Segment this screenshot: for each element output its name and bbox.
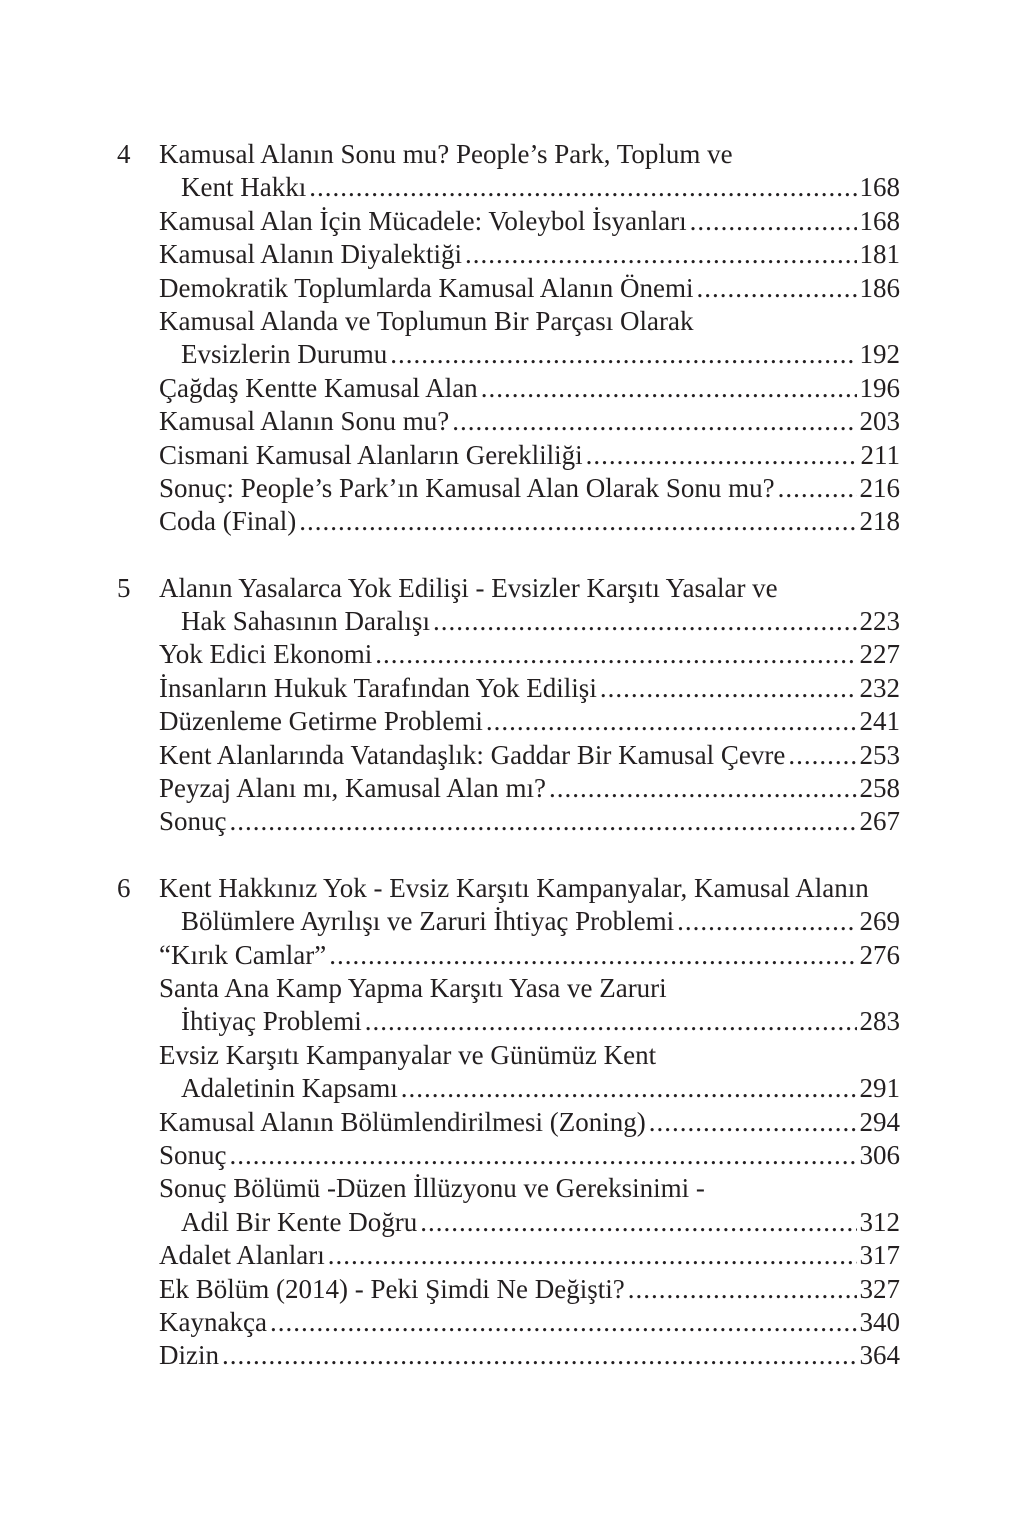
dot-leader xyxy=(365,1005,857,1038)
dot-leader xyxy=(778,472,857,505)
toc-line xyxy=(0,672,1024,705)
toc-entry xyxy=(159,705,900,738)
dot-leader xyxy=(697,272,857,305)
entry-title: Hak Sahasının Daralışı xyxy=(181,606,430,637)
toc-entry xyxy=(159,372,900,405)
entry-title: Sonuç: People’s Park’ın Kamusal Alan Olarak Sonu mu? xyxy=(159,472,775,503)
page-number: 181 xyxy=(859,239,900,270)
page-number: 203 xyxy=(859,406,900,437)
entry-title: Adaletinin Kapsamı xyxy=(181,1073,398,1104)
entry-title: Kamusal Alanın Bölümlendirilmesi (Zoning) xyxy=(159,1106,646,1137)
entry-title: Kamusal Alan İçin Mücadele: Voleybol İsyanları xyxy=(159,205,687,236)
toc-line xyxy=(0,1172,1024,1205)
toc-line xyxy=(0,572,1024,605)
page-number: 306 xyxy=(859,1139,900,1170)
toc-line xyxy=(0,739,1024,772)
toc-entry xyxy=(159,672,900,705)
entry-title: Kaynakça xyxy=(159,1306,267,1337)
page-number: 340 xyxy=(859,1306,900,1337)
dot-leader xyxy=(549,772,857,805)
chapter-block xyxy=(0,572,1024,839)
toc-entry xyxy=(159,805,900,838)
page-number: 192 xyxy=(859,339,900,370)
entry-title: Çağdaş Kentte Kamusal Alan xyxy=(159,372,478,403)
toc-line xyxy=(0,638,1024,671)
dot-leader xyxy=(299,505,856,538)
page-number: 218 xyxy=(859,506,900,537)
page-number: 364 xyxy=(859,1340,900,1371)
toc-entry xyxy=(159,472,900,505)
entry-title: Sonuç xyxy=(159,806,227,837)
toc-entry xyxy=(159,638,900,671)
dot-leader xyxy=(375,638,856,671)
toc-entry xyxy=(159,1306,900,1339)
page-number: 291 xyxy=(859,1073,900,1104)
dot-leader xyxy=(329,939,856,972)
dot-leader xyxy=(486,705,857,738)
page-number: 317 xyxy=(859,1240,900,1271)
dot-leader xyxy=(230,805,857,838)
toc-line xyxy=(0,372,1024,405)
entry-title: Sonuç xyxy=(159,1139,227,1170)
chapter-title: Kent Hakkınız Yok - Evsiz Karşıtı Kampanyalar, Kamusal Alanın xyxy=(159,872,869,903)
toc-entry xyxy=(159,1339,900,1372)
page-number: 211 xyxy=(860,439,900,470)
toc-entry xyxy=(159,1273,900,1306)
entry-title: Dizin xyxy=(159,1340,219,1371)
page-number: 312 xyxy=(859,1206,900,1237)
dot-leader xyxy=(690,205,857,238)
entry-title: Düzenleme Getirme Problemi xyxy=(159,706,483,737)
page-number: 168 xyxy=(859,205,900,236)
entry-title: İhtiyaç Problemi xyxy=(181,1006,362,1037)
toc-line xyxy=(0,138,1024,171)
toc-entry xyxy=(159,205,900,238)
entry-title: Coda (Final) xyxy=(159,506,297,537)
entry-title: Yok Edici Ekonomi xyxy=(159,639,373,670)
toc-line xyxy=(0,1072,1024,1105)
toc-line xyxy=(0,772,1024,805)
toc-line xyxy=(0,1273,1024,1306)
toc-entry xyxy=(181,338,900,371)
table-of-contents xyxy=(0,138,1024,1406)
dot-leader xyxy=(309,171,856,204)
toc-line xyxy=(0,238,1024,271)
page-number: 168 xyxy=(859,172,900,203)
page-number: 216 xyxy=(859,472,900,503)
toc-line xyxy=(0,338,1024,371)
toc-entry xyxy=(181,605,900,638)
entry-title: “Kırık Camlar” xyxy=(159,939,327,970)
dot-leader xyxy=(420,1206,856,1239)
page-number: 258 xyxy=(859,773,900,804)
toc-line xyxy=(0,905,1024,938)
dot-leader xyxy=(222,1339,857,1372)
toc-line xyxy=(0,405,1024,438)
page-number: 232 xyxy=(859,672,900,703)
page-number: 196 xyxy=(859,372,900,403)
toc-entry xyxy=(181,1072,900,1105)
toc-line xyxy=(0,1239,1024,1272)
chapter-title: Kamusal Alanın Sonu mu? People’s Park, Toplum ve xyxy=(159,139,733,169)
toc-line xyxy=(0,1039,1024,1072)
toc-entry xyxy=(159,439,900,472)
dot-leader xyxy=(270,1306,857,1339)
chapter-block xyxy=(0,138,1024,539)
dot-leader xyxy=(481,372,857,405)
toc-entry xyxy=(159,405,900,438)
toc-line xyxy=(0,705,1024,738)
dot-leader xyxy=(600,672,857,705)
toc-line xyxy=(0,305,1024,338)
entry-title: Demokratik Toplumlarda Kamusal Alanın Önemi xyxy=(159,272,694,303)
page-number: 253 xyxy=(859,739,900,770)
toc-line xyxy=(0,805,1024,838)
entry-title: Kent Hakkı xyxy=(181,172,307,203)
dot-leader xyxy=(230,1139,857,1172)
page-number: 294 xyxy=(859,1106,900,1137)
entry-title: İnsanların Hukuk Tarafından Yok Edilişi xyxy=(159,672,597,703)
entry-title: Kamusal Alanın Sonu mu? xyxy=(159,406,450,437)
dot-leader xyxy=(628,1273,857,1306)
toc-entry xyxy=(181,171,900,204)
toc-line xyxy=(0,505,1024,538)
toc-line xyxy=(0,205,1024,238)
page-number: 327 xyxy=(859,1273,900,1304)
entry-title: Kamusal Alanda ve Toplumun Bir Parçası Olarak xyxy=(159,305,694,336)
toc-entry xyxy=(159,939,900,972)
toc-entry xyxy=(159,272,900,305)
toc-line xyxy=(0,939,1024,972)
dot-leader xyxy=(465,238,857,271)
toc-entry xyxy=(159,772,900,805)
toc-line xyxy=(0,1306,1024,1339)
dot-leader xyxy=(649,1106,857,1139)
dot-leader xyxy=(401,1072,857,1105)
toc-entry xyxy=(159,238,900,271)
chapter-number: 5 xyxy=(117,572,131,603)
entry-title: Evsiz Karşıtı Kampanyalar ve Günümüz Kent xyxy=(159,1039,657,1070)
dot-leader xyxy=(452,405,856,438)
toc-line xyxy=(0,439,1024,472)
toc-entry xyxy=(159,505,900,538)
page-number: 283 xyxy=(859,1006,900,1037)
page-number: 241 xyxy=(859,706,900,737)
toc-line xyxy=(0,472,1024,505)
page-number: 267 xyxy=(859,806,900,837)
entry-title: Cismani Kamusal Alanların Gerekliliği xyxy=(159,439,583,470)
toc-line xyxy=(0,272,1024,305)
toc-entry xyxy=(159,1239,900,1272)
dot-leader xyxy=(677,905,856,938)
page-number: 227 xyxy=(859,639,900,670)
toc-line xyxy=(0,972,1024,1005)
toc-entry xyxy=(159,1139,900,1172)
dot-leader xyxy=(390,338,856,371)
dot-leader xyxy=(328,1239,857,1272)
entry-title: Kamusal Alanın Diyalektiği xyxy=(159,239,462,270)
dot-leader xyxy=(788,739,856,772)
chapter-number: 4 xyxy=(117,139,131,169)
toc-line xyxy=(0,1139,1024,1172)
page-number: 186 xyxy=(859,272,900,303)
entry-title: Ek Bölüm (2014) - Peki Şimdi Ne Değişti? xyxy=(159,1273,625,1304)
entry-title: Kent Alanlarında Vatandaşlık: Gaddar Bir Kamusal Çevre xyxy=(159,739,786,770)
page-number: 269 xyxy=(859,906,900,937)
dot-leader xyxy=(586,439,858,472)
entry-title: Bölümlere Ayrılışı ve Zaruri İhtiyaç Problemi xyxy=(181,906,675,937)
toc-line xyxy=(0,171,1024,204)
toc-line xyxy=(0,605,1024,638)
entry-title: Santa Ana Kamp Yapma Karşıtı Yasa ve Zaruri xyxy=(159,972,667,1003)
entry-title: Adalet Alanları xyxy=(159,1240,325,1271)
chapter-number: 6 xyxy=(117,872,131,903)
toc-line xyxy=(0,1106,1024,1139)
toc-entry xyxy=(159,739,900,772)
entry-title: Sonuç Bölümü -Düzen İllüzyonu ve Gereksinimi - xyxy=(159,1173,705,1204)
toc-line xyxy=(0,1005,1024,1038)
toc-entry xyxy=(181,905,900,938)
chapter-block xyxy=(0,872,1024,1373)
dot-leader xyxy=(433,605,857,638)
toc-line xyxy=(0,1339,1024,1372)
entry-title: Evsizlerin Durumu xyxy=(181,339,388,370)
toc-entry xyxy=(159,1106,900,1139)
toc-entry xyxy=(181,1206,900,1239)
entry-title: Peyzaj Alanı mı, Kamusal Alan mı? xyxy=(159,773,546,804)
toc-line xyxy=(0,1206,1024,1239)
entry-title: Adil Bir Kente Doğru xyxy=(181,1206,418,1237)
page-number: 223 xyxy=(859,606,900,637)
chapter-title: Alanın Yasalarca Yok Edilişi - Evsizler Karşıtı Yasalar ve xyxy=(159,572,778,603)
toc-entry xyxy=(181,1005,900,1038)
toc-line xyxy=(0,872,1024,905)
page-number: 276 xyxy=(859,939,900,970)
